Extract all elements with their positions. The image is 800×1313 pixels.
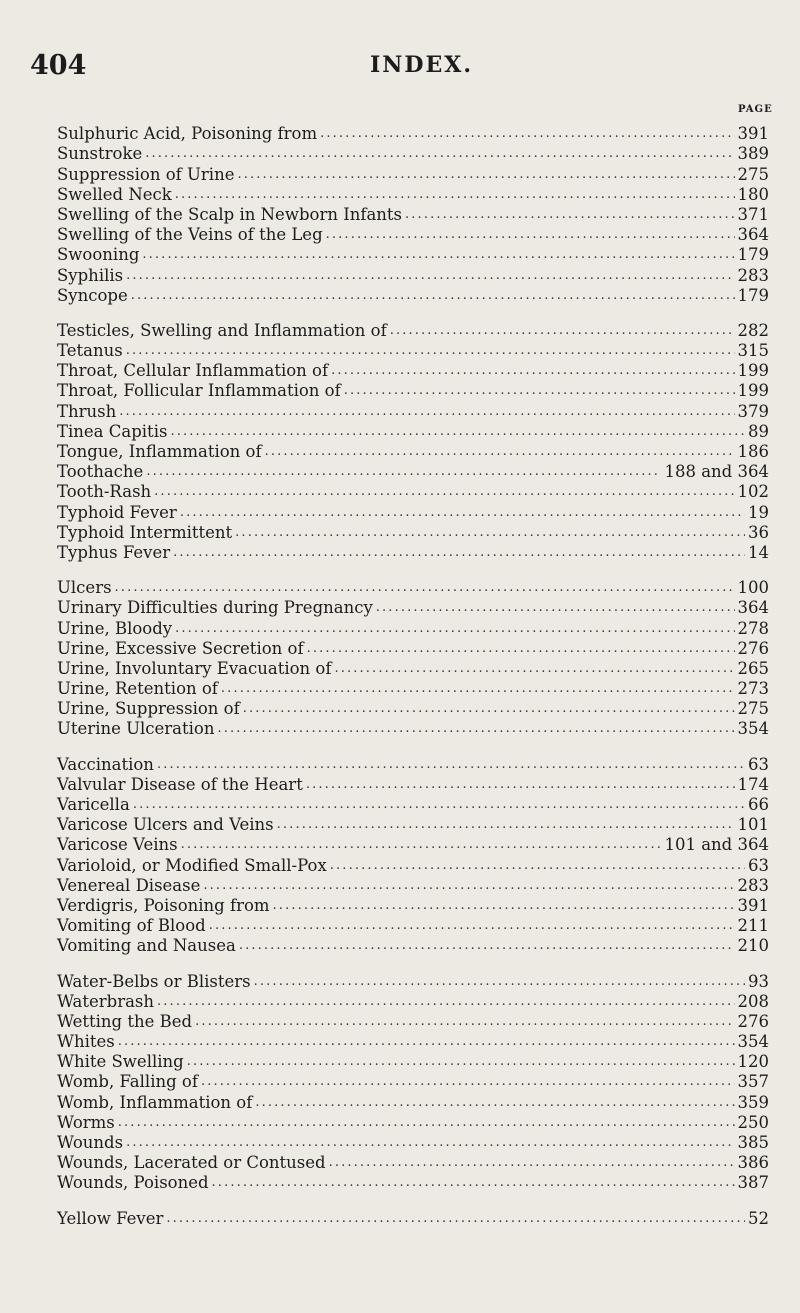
index-entry	[57, 639, 769, 659]
index-page-ref: 276	[737, 1011, 769, 1031]
index-entry	[57, 618, 769, 638]
index-page-ref: 379	[737, 401, 769, 421]
dot-leader	[142, 245, 734, 265]
index-entry	[57, 1092, 769, 1112]
dot-leader	[201, 1072, 735, 1092]
dot-leader	[254, 972, 745, 992]
dot-leader	[212, 1173, 735, 1193]
index-entry	[57, 185, 769, 205]
index-term: Wounds, Lacerated or Contused	[57, 1153, 326, 1173]
dot-leader	[329, 1153, 735, 1173]
index-term: Tongue, Inflammation of	[57, 442, 262, 461]
index-term: Varicose Veins	[57, 835, 178, 855]
index-page-ref: 120	[737, 1052, 769, 1072]
index-term: Water-Belbs or Blisters	[57, 971, 251, 991]
dot-leader	[126, 1133, 734, 1153]
index-entry	[57, 523, 769, 543]
index-page-ref: 371	[737, 204, 769, 224]
index-entry	[57, 1173, 769, 1193]
dot-leader	[133, 795, 745, 815]
dot-leader	[405, 205, 734, 225]
index-term: Urine, Suppression of	[57, 699, 240, 719]
index-term: Toothache	[57, 462, 144, 482]
index-letter-group	[57, 578, 769, 740]
index-entry	[57, 1072, 769, 1092]
index-entry	[57, 502, 769, 522]
index-letter-group	[57, 321, 769, 563]
index-page-ref: 63	[748, 855, 769, 875]
dot-leader	[175, 619, 734, 639]
index-entry	[57, 124, 769, 144]
index-page-ref: 278	[737, 618, 769, 638]
index-term: Syphilis	[57, 265, 124, 285]
index-entry	[57, 225, 769, 245]
index-term: Varicella	[57, 795, 130, 814]
index-term: Typhus Fever	[57, 542, 171, 562]
index-entry	[57, 144, 769, 164]
index-term: Varicose Ulcers and Veins	[57, 815, 274, 835]
dot-leader	[181, 835, 662, 855]
index-entry	[57, 361, 769, 381]
dot-leader	[320, 124, 734, 144]
index-entry	[57, 462, 769, 482]
index-term: Sunstroke	[57, 144, 143, 164]
index-page-ref: 385	[737, 1133, 769, 1152]
dot-leader	[170, 422, 745, 442]
dot-leader	[344, 381, 735, 401]
index-page-ref: 36	[748, 522, 769, 542]
dot-leader	[217, 719, 734, 739]
index-page-ref: 186	[737, 442, 769, 461]
index-term: Vomiting and Nausea	[57, 936, 236, 956]
index-page-ref: 364	[737, 225, 769, 245]
index-page-ref: 273	[737, 679, 769, 699]
index-term: Throat, Follicular Inflammation of	[57, 381, 341, 401]
index-page-ref: 208	[737, 991, 769, 1011]
index-page-ref: 66	[748, 795, 769, 814]
dot-leader	[331, 361, 734, 381]
dot-leader	[235, 523, 745, 543]
index-term: Syncope	[57, 285, 128, 305]
index-term: Throat, Cellular Inflammation of	[57, 361, 329, 381]
page-number: 404	[30, 50, 87, 81]
dot-leader	[173, 543, 745, 563]
index-page-ref: 391	[737, 124, 769, 144]
index-term: Swelling of the Veins of the Leg	[57, 225, 323, 245]
dot-leader	[277, 815, 735, 835]
index-entry	[57, 321, 769, 341]
dot-leader	[334, 659, 734, 679]
index-page-ref: 315	[737, 341, 769, 361]
index-entry	[57, 795, 769, 815]
index-page-ref: 101 and 364	[664, 835, 769, 855]
dot-leader	[376, 598, 735, 618]
index-entry	[57, 775, 769, 795]
index-page-ref: 389	[737, 144, 769, 164]
index-term: Vomiting of Blood	[57, 916, 206, 936]
index-entry	[57, 442, 769, 462]
index-term: Urine, Bloody	[57, 618, 173, 638]
index-entry	[57, 1113, 769, 1133]
index-letter-group	[57, 124, 769, 306]
index-page-ref: 199	[737, 381, 769, 401]
index-page-ref: 265	[737, 658, 769, 678]
index-page-ref: 275	[737, 699, 769, 719]
index-entry	[57, 598, 769, 618]
index-entry	[57, 1012, 769, 1032]
index-entry	[57, 855, 769, 875]
index-page-ref: 199	[737, 361, 769, 381]
index-entry	[57, 1052, 769, 1072]
index-page-ref: 276	[737, 638, 769, 658]
dot-leader	[265, 442, 735, 462]
dot-leader	[203, 876, 734, 896]
dot-leader	[306, 775, 735, 795]
index-term: Varioloid, or Modified Small-Pox	[57, 855, 327, 875]
index-entry	[57, 341, 769, 361]
dot-leader	[118, 1032, 735, 1052]
dot-leader	[175, 185, 735, 205]
dot-leader	[115, 578, 735, 598]
index-term: Venereal Disease	[57, 875, 201, 895]
index-entry	[57, 896, 769, 916]
index-page-ref: 386	[737, 1153, 769, 1173]
index-entry	[57, 719, 769, 739]
dot-leader	[187, 1052, 735, 1072]
index-page-ref: 210	[737, 936, 769, 956]
index-term: Uterine Ulceration	[57, 719, 215, 739]
index-entry	[57, 1153, 769, 1173]
index-term: Valvular Disease of the Heart	[57, 774, 303, 794]
index-term: Swelling of the Scalp in Newborn Infants	[57, 204, 403, 224]
index-page-ref: 63	[748, 754, 769, 774]
dot-leader	[126, 266, 734, 286]
index-page-ref: 188 and 364	[664, 462, 769, 482]
index-term: Waterbrash	[57, 991, 155, 1011]
index-entry	[57, 1032, 769, 1052]
index-term: Wetting the Bed	[57, 1011, 193, 1031]
index-term: Suppression of Urine	[57, 164, 235, 184]
index-entry	[57, 422, 769, 442]
index-entry	[57, 578, 769, 598]
dot-leader	[157, 755, 745, 775]
running-title: INDEX.	[370, 52, 473, 78]
index-page-ref: 14	[748, 542, 769, 562]
index-entries	[57, 124, 769, 1229]
index-term: Tooth-Rash	[57, 482, 152, 502]
index-term: Tinea Capitis	[57, 421, 168, 441]
index-term: Testicles, Swelling and Inflammation of	[57, 320, 387, 340]
dot-leader	[131, 286, 735, 306]
index-term: Thrush	[57, 401, 117, 421]
index-entry	[57, 205, 769, 225]
index-page-ref: 391	[737, 895, 769, 915]
index-page-ref: 89	[748, 421, 769, 441]
dot-leader	[119, 402, 734, 422]
index-letter-group	[57, 1208, 769, 1228]
index-entry	[57, 1208, 769, 1228]
dot-leader	[145, 144, 734, 164]
dot-leader	[221, 679, 735, 699]
index-page-ref: 52	[748, 1208, 769, 1228]
dot-leader	[157, 992, 734, 1012]
dot-leader	[243, 699, 735, 719]
index-entry	[57, 815, 769, 835]
index-page-ref: 179	[737, 245, 769, 265]
index-entry	[57, 1133, 769, 1153]
index-term: Whites	[57, 1032, 115, 1052]
index-entry	[57, 401, 769, 421]
index-term: Ulcers	[57, 578, 112, 598]
index-entry	[57, 876, 769, 896]
index-page-ref: 357	[737, 1072, 769, 1092]
index-page-ref: 282	[737, 320, 769, 340]
index-page-ref: 174	[737, 774, 769, 794]
index-entry	[57, 835, 769, 855]
index-page-ref: 180	[737, 184, 769, 204]
index-term: Verdigris, Poisoning from	[57, 895, 270, 915]
index-entry	[57, 381, 769, 401]
dot-leader	[390, 321, 735, 341]
index-term: Tetanus	[57, 341, 123, 361]
index-letter-group	[57, 754, 769, 956]
index-page-ref: 359	[737, 1092, 769, 1112]
index-term: Vaccination	[57, 754, 154, 774]
dot-leader	[146, 462, 661, 482]
dot-leader	[255, 1093, 734, 1113]
page-header	[30, 50, 790, 84]
dot-leader	[237, 165, 734, 185]
dot-leader	[126, 341, 735, 361]
dot-leader	[273, 896, 735, 916]
index-term: Womb, Inflammation of	[57, 1092, 253, 1112]
index-entry	[57, 482, 769, 502]
index-term: Typhoid Fever	[57, 502, 177, 522]
index-term: Urine, Retention of	[57, 679, 218, 699]
index-page-ref: 101	[737, 815, 769, 835]
index-page-ref: 19	[748, 502, 769, 522]
index-letter-group	[57, 971, 769, 1193]
index-page-ref: 275	[737, 164, 769, 184]
index-entry	[57, 543, 769, 563]
index-entry	[57, 992, 769, 1012]
dot-leader	[154, 482, 734, 502]
index-page-ref: 283	[737, 875, 769, 895]
index-page-ref: 93	[748, 971, 769, 991]
index-entry	[57, 916, 769, 936]
dot-leader	[209, 916, 735, 936]
index-entry	[57, 286, 769, 306]
index-entry	[57, 936, 769, 956]
index-entry	[57, 699, 769, 719]
index-term: Urinary Difficulties during Pregnancy	[57, 598, 373, 618]
index-term: Wounds	[57, 1133, 124, 1152]
index-page-ref: 283	[737, 265, 769, 285]
index-page-ref: 387	[737, 1173, 769, 1193]
index-term: Swooning	[57, 245, 140, 265]
dot-leader	[330, 856, 745, 876]
index-page-ref: 100	[737, 578, 769, 598]
index-entry	[57, 265, 769, 285]
dot-leader	[195, 1012, 734, 1032]
index-term: Sulphuric Acid, Poisoning from	[57, 124, 318, 144]
index-term: Womb, Falling of	[57, 1072, 198, 1092]
index-page-ref: 179	[737, 285, 769, 305]
index-page-ref: 364	[737, 598, 769, 618]
index-entry	[57, 971, 769, 991]
index-term: White Swelling	[57, 1052, 184, 1072]
index-term: Swelled Neck	[57, 184, 172, 204]
index-term: Typhoid Intermittent	[57, 522, 233, 542]
index-term: Urine, Involuntary Evacuation of	[57, 658, 332, 678]
dot-leader	[180, 503, 745, 523]
index-page-ref: 211	[737, 916, 769, 936]
index-entry	[57, 245, 769, 265]
index-term: Yellow Fever	[57, 1208, 164, 1228]
index-term: Urine, Excessive Secretion of	[57, 638, 304, 658]
dot-leader	[326, 225, 735, 245]
index-entry	[57, 659, 769, 679]
dot-leader	[307, 639, 735, 659]
dot-leader	[118, 1113, 735, 1133]
index-entry	[57, 679, 769, 699]
index-page-ref: 354	[737, 719, 769, 739]
page-column-label: PAGE	[738, 104, 773, 115]
index-term: Worms	[57, 1112, 115, 1132]
index-page-ref: 102	[737, 482, 769, 502]
dot-leader	[166, 1209, 745, 1229]
index-entry	[57, 164, 769, 184]
index-term: Wounds, Poisoned	[57, 1173, 209, 1193]
index-page-ref: 250	[737, 1112, 769, 1132]
index-entry	[57, 754, 769, 774]
dot-leader	[239, 936, 735, 956]
index-page-ref: 354	[737, 1032, 769, 1052]
